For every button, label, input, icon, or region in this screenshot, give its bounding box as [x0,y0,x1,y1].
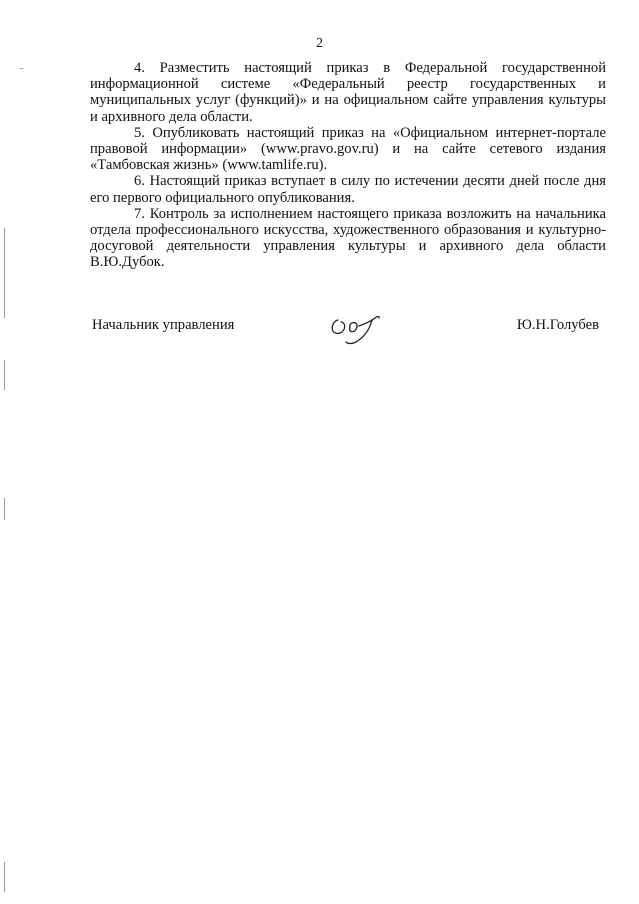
paragraph-6: 6. Настоящий приказ вступает в силу по истечении десяти дней после дня его первого официального опубликования. [90,173,606,206]
signatory-name: Ю.Н.Голубев [516,317,599,333]
handwritten-signature [326,306,396,346]
scan-margin-mark [4,862,5,892]
signatory-position: Начальник управления [92,317,235,333]
scan-margin-mark [20,68,23,69]
scan-margin-mark [4,498,5,520]
page-number: 2 [316,36,323,51]
paragraph-4: 4. Разместить настоящий приказ в Федеральной государственной информационной системе «Федеральный реестр государственных и муниципальных услуг (функций)» и на официальном сайте управления культуры и архивного дела области. [90,60,606,125]
paragraph-7: 7. Контроль за исполнением настоящего приказа возложить на начальника отдела профессионального искусства, художественного образования и культурно-досуговой деятельности управления культуры и архивного дела области В.Ю.Дубок. [90,205,606,271]
scan-margin-mark [4,360,5,390]
scan-margin-mark [4,228,5,318]
document-body [90,60,606,271]
paragraph-5: 5. Опубликовать настоящий приказ на «Официальном интернет-портале правовой информации» (www.pravo.gov.ru) и на сайте сетевого издания «Тамбовская жизнь» (www.tamlife.ru). [90,124,606,174]
